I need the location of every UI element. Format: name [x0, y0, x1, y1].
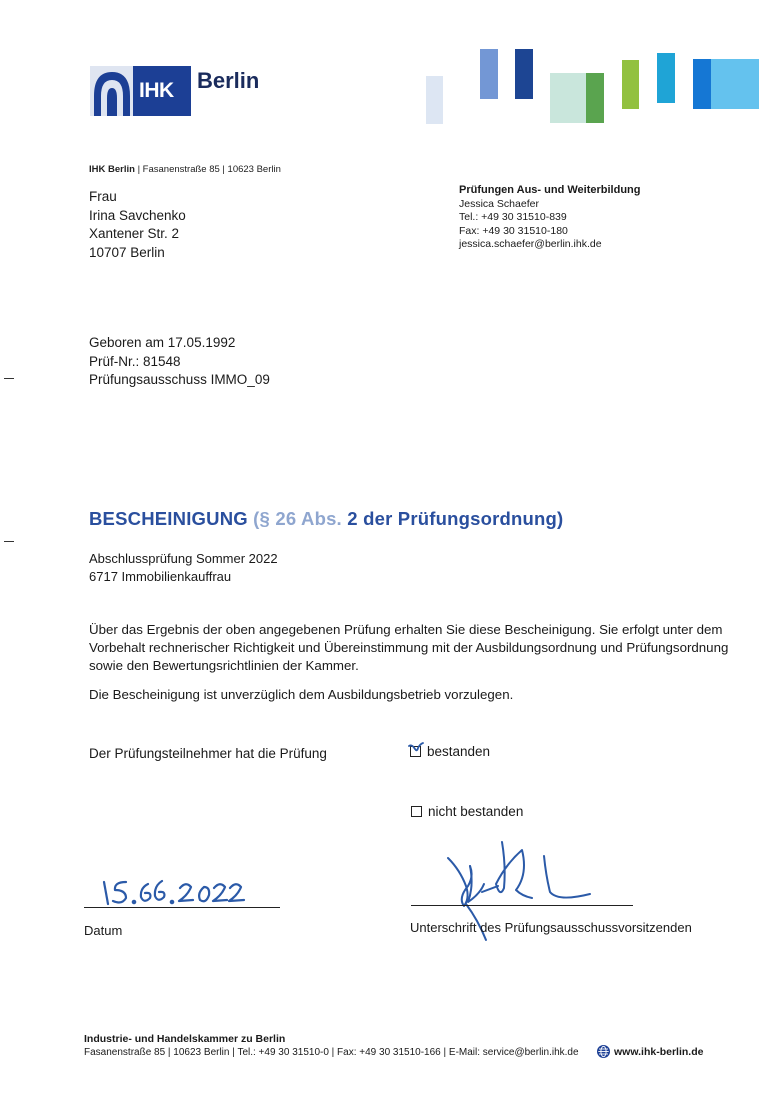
failed-label: nicht bestanden: [428, 804, 524, 819]
exam-session: Abschlussprüfung Sommer 2022: [89, 551, 278, 566]
handwritten-check-icon: [408, 742, 424, 758]
sender-line: IHK Berlin | Fasanenstraße 85 | 10623 Berlin: [89, 164, 281, 175]
fold-mark: [4, 378, 14, 379]
contact-email: jessica.schaefer@berlin.ihk.de: [459, 238, 602, 250]
footer-website-text: www.ihk-berlin.de: [614, 1045, 704, 1058]
body-notice: Die Bescheinigung ist unverzüglich dem Ausbildungsbetrieb vorzulegen.: [89, 687, 514, 702]
recipient-salutation: Frau: [89, 189, 117, 204]
body-paragraph: Über das Ergebnis der oben angegebenen Prüfung erhalten Sie diese Bescheinigung. Sie erfolgt unter dem Vorbehalt rechnerischer Richtigkeit und Übereinstimmung mit der Ausbildungsordnung und Prüfungsordnung sowie den Bewertungsrichtlinien der Kammer.: [89, 622, 729, 674]
footer-org: Industrie- und Handelskammer zu Berlin: [84, 1033, 286, 1045]
footer-address: Fasanenstraße 85 | 10623 Berlin | Tel.: +49 30 31510-0 | Fax: +49 30 31510-166 | E-Mail: service@berlin.ihk.de: [84, 1047, 579, 1058]
exam-details: [89, 550, 278, 586]
passed-checkbox[interactable]: [410, 746, 421, 757]
signature-line: [411, 905, 633, 906]
ihk-logo: [90, 66, 191, 116]
exam-profession: 6717 Immobilienkauffrau: [89, 569, 232, 584]
option-failed: [411, 804, 523, 819]
option-passed: [410, 744, 490, 759]
recipient-city: 10707 Berlin: [89, 244, 165, 260]
fold-mark: [4, 541, 14, 542]
logo-mark: IHK: [133, 66, 191, 116]
arch-icon: [90, 66, 134, 116]
recipient-name: Irina Savchenko: [89, 207, 186, 223]
candidate-committee: Prüfungsausschuss IMMO_09: [89, 372, 270, 387]
globe-icon: [597, 1045, 610, 1058]
passed-label: bestanden: [427, 744, 491, 759]
document-title: BESCHEINIGUNG (§ 26 Abs. 2 der Prüfungsordnung): [89, 508, 564, 529]
contact-fax: Fax: +49 30 31510-180: [459, 224, 568, 237]
candidate-info: [89, 334, 270, 390]
date-label: Datum: [84, 923, 123, 938]
handwritten-date: [96, 876, 248, 908]
result-label: Der Prüfungsteilnehmer hat die Prüfung: [89, 746, 327, 761]
contact-person: Jessica Schaefer: [459, 197, 539, 210]
failed-checkbox[interactable]: [411, 806, 422, 817]
signature-label: Unterschrift des Prüfungsausschussvorsitzenden: [410, 920, 692, 935]
candidate-exam-number: Prüf-Nr.: 81548: [89, 353, 181, 369]
contact-block: [459, 184, 640, 252]
date-line: [84, 907, 280, 908]
recipient-street: Xantener Str. 2: [89, 226, 180, 241]
candidate-born: Geboren am 17.05.1992: [89, 335, 236, 350]
contact-department: Prüfungen Aus- und Weiterbildung: [459, 184, 641, 196]
contact-phone: Tel.: +49 30 31510-839: [459, 211, 567, 223]
footer-website[interactable]: [597, 1045, 703, 1058]
logo-city: Berlin: [197, 68, 260, 93]
recipient-address: [89, 188, 186, 262]
